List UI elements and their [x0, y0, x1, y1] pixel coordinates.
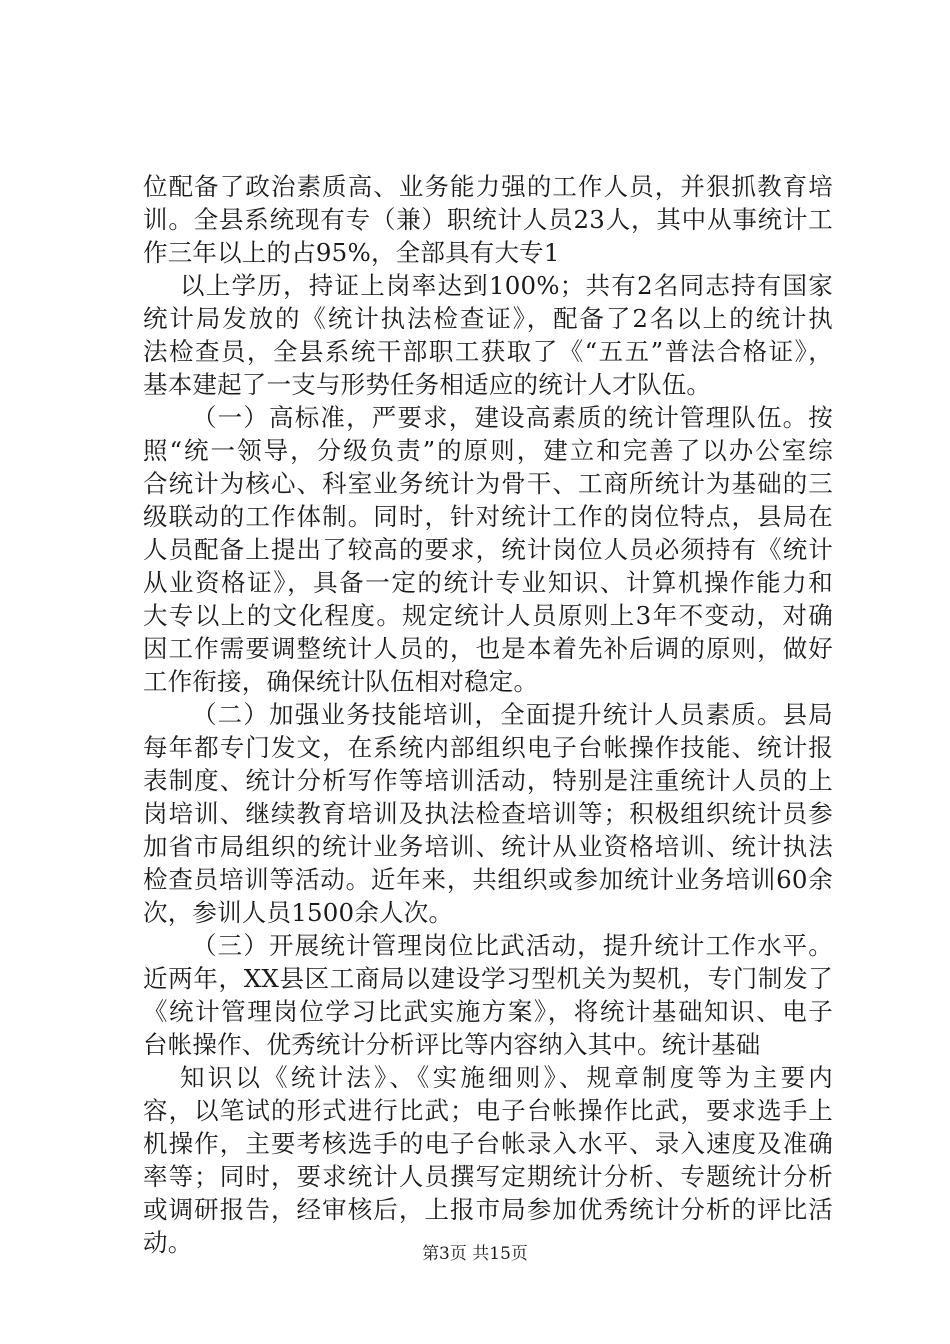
text-line: 从业资格证》，具备一定的统计专业知识、计算机操作能力和 — [143, 568, 833, 597]
text-line: 表制度、统计分析写作等培训活动，特别是注重统计人员的上 — [143, 766, 833, 795]
text-line: 加省市局组织的统计业务培训、统计从业资格培训、统计执法 — [143, 832, 833, 861]
text-line: 岗培训、继续教育培训及执法检查培训等；积极组织统计员参 — [143, 799, 833, 828]
text-line: 统计局发放的《统计执法检查证》，配备了2名以上的统计执 — [143, 304, 833, 333]
text-line: 台帐操作、优秀统计分析评比等内容纳入其中。统计基础 — [143, 1030, 761, 1059]
text-line: 人员配备上提出了较高的要求，统计岗位人员必须持有《统计 — [143, 535, 833, 564]
text-line: 位配备了政治素质高、业务能力强的工作人员，并狠抓教育培 — [143, 172, 833, 201]
text-line: 法检查员，全县系统干部职工获取了《“五五”普法合格证》， — [143, 337, 833, 366]
text-line: 训。全县系统现有专（兼）职统计人员23人，其中从事统计工 — [143, 205, 833, 234]
text-line: 次，参训人员1500余人次。 — [143, 898, 454, 927]
text-line: 因工作需要调整统计人员的，也是本着先补后调的原则，做好 — [143, 634, 833, 663]
text-line: 以上学历，持证上岗率达到100%；共有2名同志持有国家 — [180, 271, 833, 300]
text-line: 知识以《统计法》、《实施细则》、规章制度等为主要内 — [180, 1063, 833, 1092]
text-line: 容，以笔试的形式进行比武；电子台帐操作比武，要求选手上 — [143, 1096, 833, 1125]
text-line: 动。 — [143, 1228, 193, 1257]
text-line: 机操作，主要考核选手的电子台帐录入水平、录入速度及准确 — [143, 1129, 833, 1158]
text-line: 大专以上的文化程度。规定统计人员原则上3年不变动，对确 — [143, 601, 833, 630]
text-line: （三）开展统计管理岗位比武活动，提升统计工作水平。 — [192, 931, 833, 960]
text-line: 照“统一领导，分级负责”的原则，建立和完善了以办公室综 — [143, 436, 833, 465]
text-line: 合统计为核心、科室业务统计为骨干、工商所统计为基础的三 — [143, 469, 833, 498]
text-line: 或调研报告，经审核后，上报市局参加优秀统计分析的评比活 — [143, 1195, 833, 1224]
text-line: 基本建起了一支与形势任务相适应的统计人才队伍。 — [143, 370, 712, 399]
text-line: 近两年，XX县区工商局以建设学习型机关为契机，专门制发了 — [143, 964, 833, 993]
text-line: 工作衔接，确保统计队伍相对稳定。 — [143, 667, 539, 696]
text-line: （一）高标准，严要求，建设高素质的统计管理队伍。按 — [192, 403, 833, 432]
body-text — [143, 170, 833, 1259]
text-line: 率等；同时，要求统计人员撰写定期统计分析、专题统计分析 — [143, 1162, 833, 1191]
text-line: 每年都专门发文，在系统内部组织电子台帐操作技能、统计报 — [143, 733, 833, 762]
text-line: 作三年以上的占95%，全部具有大专1 — [143, 238, 560, 267]
text-line: 《统计管理岗位学习比武实施方案》，将统计基础知识、电子 — [143, 997, 833, 1026]
text-line: 检查员培训等活动。近年来，共组织或参加统计业务培训60余 — [143, 865, 833, 894]
page-footer: 第3页 共15页 — [422, 1244, 528, 1264]
text-line: （二）加强业务技能培训，全面提升统计人员素质。县局 — [192, 700, 833, 729]
text-line: 级联动的工作体制。同时，针对统计工作的岗位特点，县局在 — [143, 502, 833, 531]
